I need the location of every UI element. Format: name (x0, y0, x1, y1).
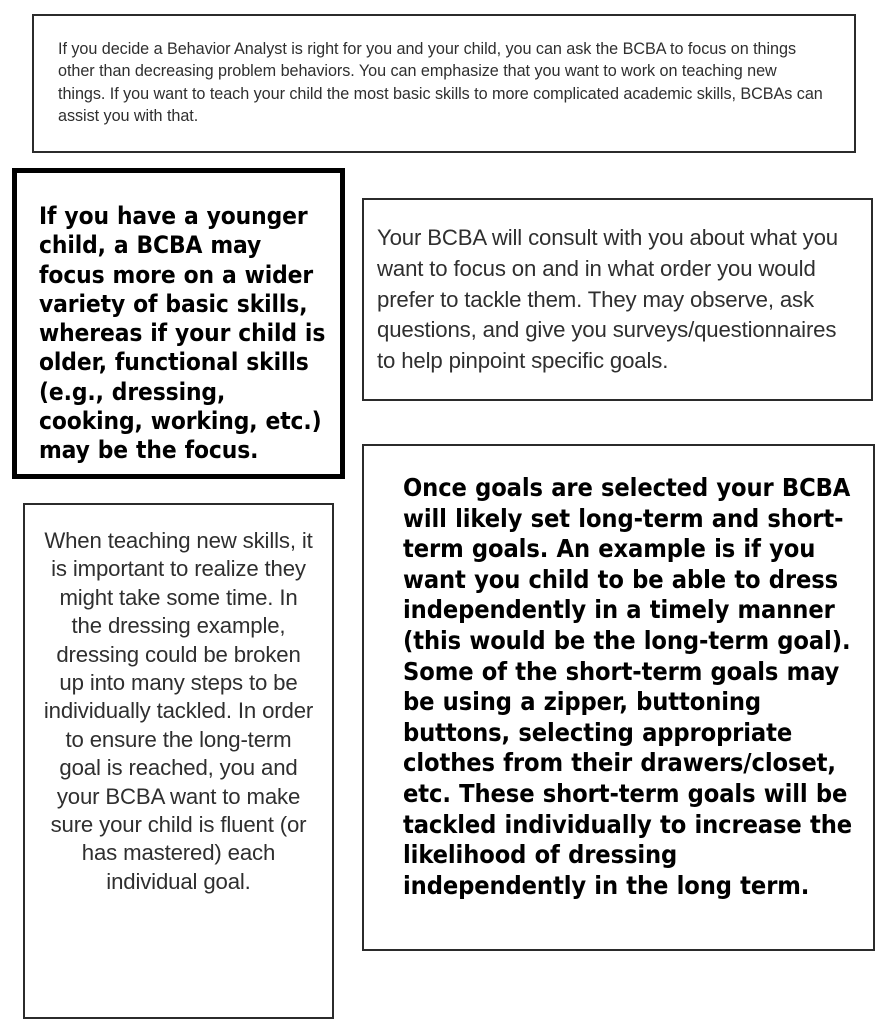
younger-child-panel (12, 168, 345, 479)
teaching-skills-paragraph: When teaching new skills, it is important to realize they might take some time. In the dressing example, dressing could be broken up into many steps to be individually tackled. In order to ensure the long-term goal is reached, you and your BCBA want to make sure your child is fluent (or has mastered) each individual goal. (43, 528, 314, 894)
intro-text-panel (32, 14, 856, 153)
teaching-skills-panel (23, 503, 334, 1019)
goals-panel (362, 444, 875, 951)
consult-panel (362, 198, 873, 401)
intro-paragraph: If you decide a Behavior Analyst is right for you and your child, you can ask the BCBA to focus on things other than decreasing problem behaviors. You can emphasize that you want to work on teaching new things. If you want to teach your child the most basic skills to more complicated academic skills, BCBAs can assist you with that. (58, 40, 823, 125)
younger-child-paragraph: If you have a younger child, a BCBA may focus more on a wider variety of basic skills, whereas if your child is older, functional skills (e.g., dressing, cooking, working, etc.) may be the focus. (39, 201, 326, 465)
consult-paragraph: Your BCBA will consult with you about what you want to focus on and in what order you would prefer to tackle them. They may observe, ask questions, and give you surveys/questionnaires to help pinpoint specific goals. (377, 225, 838, 374)
goals-paragraph: Once goals are selected your BCBA will likely set long-term and short-term goals. An example is if you want you child to be able to dress independently in a timely manner (this would be the long-term goal). Some of the short-term goals may be using a zipper, buttoning buttons, selecting appropriate clothes from their drawers/closet, etc. These short-term goals will be tackled individually to increase the likelihood of dressing independently in the long term. (403, 473, 853, 900)
